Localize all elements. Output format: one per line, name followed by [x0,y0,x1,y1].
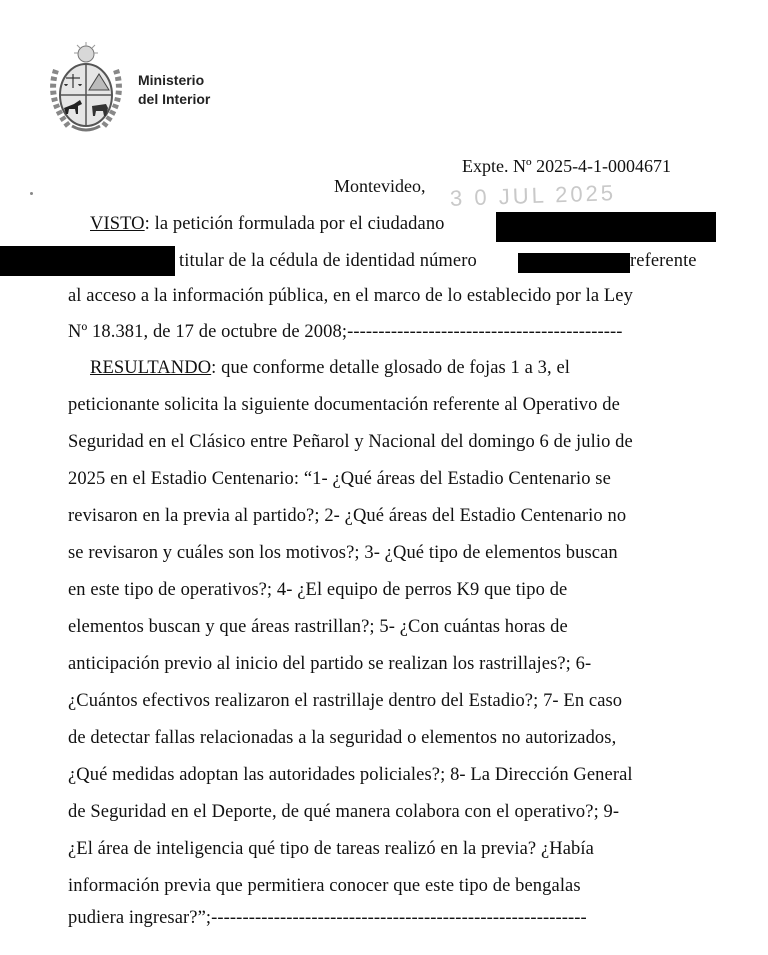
resultando-line-6: se revisaron y cuáles son los motivos?; 3- ¿Qué tipo de elementos buscan [68,543,618,563]
resultando-line-15: información previa que permitiera conocer que este tipo de bengalas [68,876,581,896]
visto-label: VISTO [90,214,145,234]
file-number: Expte. Nº 2025-4-1-0004671 [462,156,672,176]
resultando-line-5: revisaron en la previa al partido?; 2- ¿Qué áreas del Estadio Centenario no [68,506,627,526]
ministry-line-2: del Interior [138,91,211,107]
coat-of-arms-icon [44,40,128,136]
resultando-line-12: ¿Qué medidas adoptan las autoridades policiales?; 8- La Dirección General [68,765,633,785]
resultando-line-7: en este tipo de operativos?; 4- ¿El equipo de perros K9 que tipo de [68,580,568,600]
scan-speck [30,192,33,195]
resultando-line-2: peticionante solicita la siguiente documentación referente al Operativo de [68,395,620,415]
visto-line-2-end: referente [630,251,697,271]
resultando-line-3: Seguridad en el Clásico entre Peñarol y Nacional del domingo 6 de julio de [68,432,633,452]
visto-line-2-text: titular de la cédula de identidad número [179,251,477,271]
date-stamp: 3 0 JUL 2025 [449,180,617,211]
ministry-name [138,71,210,109]
resultando-line-16: pudiera ingresar?”;------------------------------------------------------------ [68,908,587,928]
visto-line-2 [179,251,477,272]
resultando-line-4: 2025 en el Estadio Centenario: “1- ¿Qué áreas del Estadio Centenario se [68,469,611,489]
redacted-name-part-1 [496,212,716,242]
resultando-line-13: de Seguridad en el Deporte, de qué manera colabora con el operativo?; 9- [68,802,620,822]
resultando-line-8: elementos buscan y que áreas rastrillan?; 5- ¿Con cuántas horas de [68,617,568,637]
ministry-line-1: Ministerio [138,72,205,88]
letterhead [44,40,210,136]
visto-line-4: Nº 18.381, de 17 de octubre de 2008;-------------------------------------------- [68,322,623,342]
visto-line-1 [90,214,445,235]
resultando-line-1-text: : que conforme detalle glosado de fojas 1 a 3, el [211,358,571,378]
resultando-label: RESULTANDO [90,358,212,378]
redacted-name-part-2 [0,246,175,276]
visto-line-1-text: : la petición formulada por el ciudadano [144,214,445,234]
resultando-line-1 [90,358,570,379]
resultando-line-11: de detectar fallas relacionadas a la seguridad o elementos no autorizados, [68,728,617,748]
redacted-id-number [518,253,630,273]
visto-line-3: al acceso a la información pública, en el marco de lo establecido por la Ley [68,286,633,306]
resultando-line-9: anticipación previo al inicio del partido se realizan los rastrillajes?; 6- [68,654,592,674]
resultando-line-10: ¿Cuántos efectivos realizaron el rastrillaje dentro del Estadio?; 7- En caso [68,691,623,711]
resultando-line-14: ¿El área de inteligencia qué tipo de tareas realizó en la previa? ¿Había [68,839,594,859]
city-date-label: Montevideo, [334,176,426,196]
